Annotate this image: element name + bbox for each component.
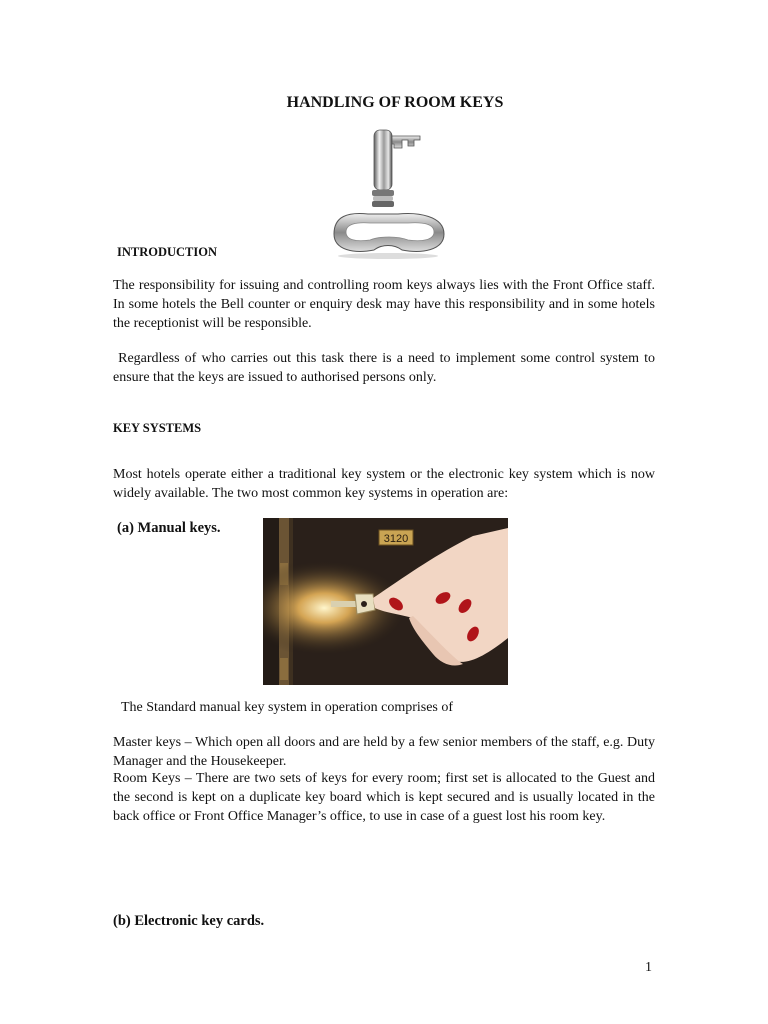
room-keys-paragraph: Room Keys – There are two sets of keys for every room; first set is allocated to the Guest and the second is kept on a duplicate key board which is kept secured and is usually located in the back office or Front Office Manager’s office, to use in case of a guest lost his room key. [113,771,655,824]
room-key-image [318,126,464,262]
electronic-key-cards-heading: (b) Electronic key cards. [113,913,265,929]
intro-paragraph-1: The responsibility for issuing and controlling room keys always lies with the Front Office staff. In some hotels the Bell counter or enquiry desk may have this responsibility and in some hotels the receptionist will be responsible. [113,278,655,331]
page-number: 1 [645,960,652,975]
page-title: HANDLING OF ROOM KEYS [286,94,504,111]
room-number-plate: 3120 [383,533,409,545]
manual-system-intro: The Standard manual key system in operation comprises of [121,700,454,715]
introduction-heading: INTRODUCTION [117,245,218,259]
intro-paragraph-2: Regardless of who carries out this task there is a need to implement some control system to ensure that the keys are issued to authorised persons only. [113,351,659,385]
master-keys-paragraph: Master keys – Which open all doors and are held by a few senior members of the staff, e.g. Duty Manager and the Housekeeper. [113,735,655,769]
key-systems-paragraph: Most hotels operate either a traditional key system or the electronic key system which is now widely available. The two most common key systems in operation are: [113,467,655,501]
manual-keys-heading: (a) Manual keys. [117,520,221,536]
key-systems-heading: KEY SYSTEMS [113,421,202,435]
door-key-photo [263,518,508,685]
